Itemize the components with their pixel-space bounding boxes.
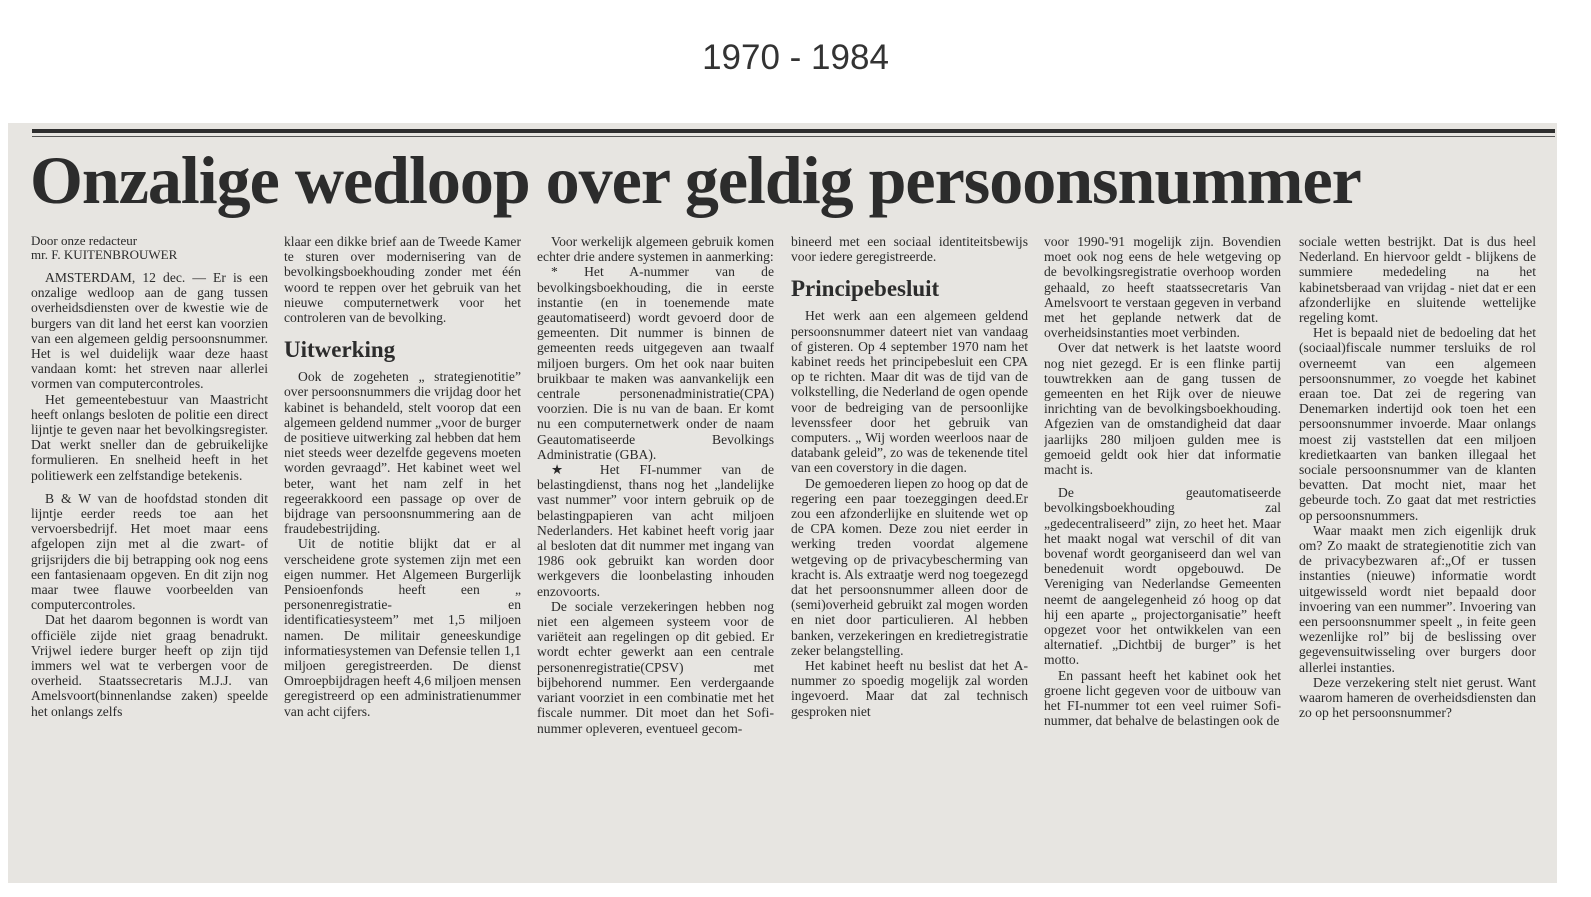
paragraph: sociale wetten bestrijkt. Dat is dus heel Nederland. En hiervoor geldt - blijkens de summiere mededeling na het kabinetsberaad van vrijdag - niet dat er een afzonderlijke en sluitende wettelijke regeling komt. <box>1299 234 1536 326</box>
paragraph: Het werk aan een algemeen geldend persoonsnummer dateert niet van vandaag of gisteren. Op 4 september 1970 nam het kabinet reeds het principebesluit een CPA op te richten. Maar dit was de tijd van de volkstelling, die Nederland de ogen opende voor de bedreiging van de persoonlijke levenssfeer door het gebruik van computers. „ Wij worden weerloos naar de databank geleid”, zo was de tekenende titel van een coverstory in die dagen. <box>791 308 1028 476</box>
paragraph: En passant heeft het kabinet ook het groene licht gegeven voor de uitbouw van het FI-nummer tot een veel ruimer Sofi-nummer, dat behalve de belastingen ook de <box>1044 667 1281 729</box>
byline-author: mr. F. KUITENBROUWER <box>31 247 178 262</box>
paragraph: ★ Het FI-nummer van de belastingdienst, thans nog het „landelijke vast nummer” voor intern gebruik op de belastingpapieren van acht miljoen Nederlanders. Het kabinet heeft vorig jaar al besloten dat dit nummer met ingang van 1986 ook gebruikt kan worden door werkgevers die loonbelasting inhouden enzovoorts. <box>537 462 774 599</box>
paragraph: Ook de zogeheten „ strategienotitie” over persoonsnummers die vrijdag door het kabinet is behandeld, stelt voorop dat een algemeen geldend nummer „voor de burger de positieve uitwerking zal hebben dat hem niet steeds weer dezelfde gegevens moeten worden gevraagd”. Het kabinet weet wel beter, want het nam zelf in het regeerakkoord een passage op over de bijdrage van persoonsnummering aan de fraudebestrijding. <box>284 369 521 537</box>
article-column-6 <box>1299 234 1536 883</box>
article-column-1 <box>31 234 268 883</box>
top-rule <box>32 129 1555 133</box>
paragraph: bineerd met een sociaal identiteitsbewijs voor iedere geregistreerde. <box>791 234 1028 265</box>
subheading-principebesluit: Principebesluit <box>791 276 940 302</box>
subheading-uitwerking: Uitwerking <box>284 337 396 363</box>
page-title: 1970 - 1984 <box>702 38 889 77</box>
byline-role: Door onze redacteur <box>31 234 138 248</box>
paragraph: De sociale verzekeringen hebben nog niet een algemeen systeem voor de variëteit aan regelingen op dit gebied. Er wordt echter gewerkt aan een centrale personenregistratie(CPSV) met bijbehorend nummer. Een verdergaande variant voorziet in een combinatie met het fiscale nummer. Dit moet dan het Sofi-nummer opleveren, eventueel gecom- <box>537 598 774 736</box>
article-column-5 <box>1044 234 1281 883</box>
newspaper-clipping <box>8 123 1557 883</box>
paragraph: Het kabinet heeft nu beslist dat het A-nummer zo spoedig mogelijk zal worden ingevoerd. Maar dat zal technisch gesproken niet <box>791 658 1028 719</box>
article-headline: Onzalige wedloop over geldig persoonsnummer <box>30 142 1361 218</box>
paragraph: Over dat netwerk is het laatste woord nog niet gezegd. Er is een flinke partij touwtrekken aan de gang tussen de gemeenten en het Rijk over de nieuwe inrichting van de bevolkingsboekhouding. Afgezien van de omstandigheid dat daar jaarlijks 280 miljoen gulden mee is gemoeid geldt ook hier dat informatie macht is. <box>1044 340 1281 478</box>
paragraph: B & W van de hoofdstad stonden dit lijntje eerder reeds toe aan het vervoersbedrijf. Het moet maar eens afgelopen zijn met al die zwart- of grijsrijders die bij betrapping ook nog eens een fantasienaam opgeven. En dit zijn nog maar twee flauwe voorbeelden van computercontroles. <box>31 490 268 613</box>
paragraph: De geautomatiseerde bevolkingsboekhouding zal „gedecentraliseerd” zijn, zo heet het. Maar het maakt nogal wat verschil of dit van bovenaf wordt georganiseerd dan wel van benedenuit wordt opgebouwd. De Vereniging van Nederlandse Gemeenten neemt de aangelegenheid zó hoog op dat hij een aparte „ projectorganisatie” heeft opgezet voor het ontwikkelen van een alternatief. „Dichtbij de burger” is het motto. <box>1044 485 1281 668</box>
paragraph: voor 1990-'91 mogelijk zijn. Bovendien moet ook nog eens de hele wetgeving op de bevolkingsregistratie overhoop worden gehaald, zo heeft staatssecretaris Van Amelsvoort te verstaan gegeven in verband met het geplande netwerk dat de overheidsinstanties moet verbinden. <box>1044 234 1281 341</box>
paragraph: De gemoederen liepen zo hoog op dat de regering een paar toezeggingen deed.Er zou een afzonderlijke en sluitende wet op de CPA komen. Deze zou niet eerder in werking treden voordat algemene wetgeving op de privacybescherming van kracht is. Als extraatje werd nog toegezegd dat het persoonsnummer alleen door de (semi)overheid gebruikt zal mogen worden en niet door particulieren. Al hebben banken, verzekeringen en kredietregistratie zeker belangstelling. <box>791 475 1028 658</box>
paragraph: Uit de notitie blijkt dat er al verscheidene grote systemen zijn met een eigen nummer. Het Algemeen Burgerlijk Pensioenfonds heeft een „ personenregistratie- en identificatiesysteem” met 1,5 miljoen namen. De militair geneeskundige informatiesystemen van Defensie tellen 1,1 miljoen geregistreerden. De dienst Omroepbijdragen heeft 4,6 miljoen mensen geregistreerd op een administratienummer van acht cijfers. <box>284 536 521 719</box>
paragraph: AMSTERDAM, 12 dec. — Er is een onzalige wedloop aan de gang tussen overheidsdiensten over de kwestie wie de burgers van dit land het eerst kan voorzien van een algemeen geldig persoonsnummer. Het is wel duidelijk waar deze haast vandaan komt: het streven naar allerlei vormen van computercontroles. <box>31 270 268 392</box>
article-column-2 <box>284 234 521 883</box>
paragraph: Voor werkelijk algemeen gebruik komen echter drie andere systemen in aanmerking: <box>537 234 774 265</box>
paragraph: klaar een dikke brief aan de Tweede Kamer te sturen over modernisering van de bevolkingsboekhouding zonder met één woord te reppen over het gebruik van het nieuwe computernetwerk voor het controleren van de bevolking. <box>284 234 521 326</box>
paragraph: Waar maakt men zich eigenlijk druk om? Zo maakt de strategienotitie zich van de privacybezwaren af:„Of er tussen instanties (nieuwe) informatie wordt uitgewisseld wordt niet bepaald door invoering van een nummer”. Invoering van een persoonsnummer speelt „ in feite geen wezenlijke rol” bij de beslissing over gegevensuitwisseling over burgers door allerlei instanties. <box>1299 522 1536 675</box>
paragraph: Het gemeentebestuur van Maastricht heeft onlangs besloten de politie een direct lijntje te geven naar het bevolkingsregister. Dat werkt sneller dan de gebruikelijke formulieren. En snelheid heeft in het politiewerk een zelfstandige betekenis. <box>31 391 268 483</box>
paragraph: Deze verzekering stelt niet gerust. Want waarom hameren de overheidsdiensten dan zo op het persoonsnummer? <box>1299 674 1536 721</box>
paragraph: Het is bepaald niet de bedoeling dat het (sociaal)fiscale nummer tersluiks de rol overneemt van een algemeen persoonsnummer, zo voegde het kabinet eraan toe. Dat zei de regering van Denemarken indertijd ook toen het een persoonsnummer invoerde. Maar onlangs moest zij vaststellen dat een miljoen kredietkaarten van banken illegaal het sociale persoonsnummer van de klanten bevatten. Dat mocht niet, maar het gebeurde toch. Zo gaat dat met restricties op persoonsnummers. <box>1299 325 1536 523</box>
article-column-4 <box>791 234 1028 883</box>
paragraph: Dat het daarom begonnen is wordt van officiële zijde niet graag benadrukt. Vrijwel iedere burger heeft op zijn tijd immers wel wat te verbergen voor de overheid. Staatssecretaris M.J.J. van Amelsvoort(binnenlandse zaken) speelde het onlangs zelfs <box>31 612 268 719</box>
article-column-3 <box>537 234 774 883</box>
paragraph: * Het A-nummer van de bevolkingsboekhouding, die in eerste instantie (en in toenemende mate geautomatiseerd) wordt gevoerd door de gemeenten. Dit nummer is binnen de gemeenten reeds uitgegeven aan twaalf miljoen burgers. Om het ook naar buiten bruikbaar te maken was aanvankelijk een centrale personenadministratie(CPA) voorzien. Die is nu van de baan. Er komt nu een computernetwerk onder de naam Geautomatiseerde Bevolkings Administratie (GBA). <box>537 264 774 462</box>
